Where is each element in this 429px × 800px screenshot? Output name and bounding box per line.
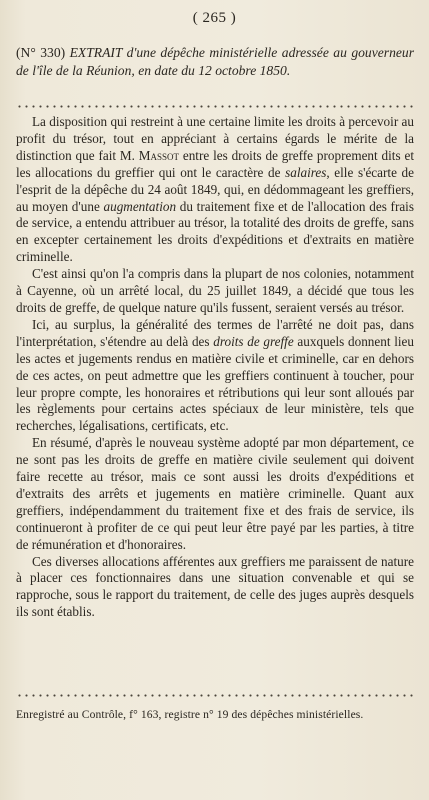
emphasized-text: droits de greffe xyxy=(213,333,294,349)
emphasized-text: salaires xyxy=(285,164,327,180)
dotted-separator-bottom xyxy=(16,694,414,697)
paragraph-text: , elle s'écarte de l'esprit de la dépêche du 24 août 1849, qui, en dédommageant les greffiers, au moyen d'une xyxy=(16,164,414,214)
dotted-separator-top xyxy=(16,105,414,108)
paragraph-text: auxquels donnent lieu les actes et jugements rendus en matière civile et criminelle, car en dehors de ces actes, on peut admettre que les greffiers continuent à toucher, pour leur propre compte, les honoraires et rétributions qui leur sont alloués par les règlements pour certains actes spéciaux de leur ministère, tels que recherches, légalisations, certificats, etc. xyxy=(16,333,415,434)
paragraph-text: Ici, au surplus, la généralité des termes de l'arrêté ne doit pas, dans l'interprétation, s'étendre au delà des xyxy=(16,316,414,349)
body-paragraph xyxy=(16,435,414,553)
body-paragraph xyxy=(16,266,414,317)
emphasized-text: Massot xyxy=(138,147,179,163)
paragraph-text: La disposition qui restreint à une certaine limite les droits à percevoir au profit du trésor, tout en appréciant à certains égards le mérite de la distinction que fait M. xyxy=(16,114,414,163)
paragraph-text: Ces diverses allocations afférentes aux greffiers me paraissent de nature à placer ces fonctionnaires dans une situation convenable et qui se rapproche, sous le rapport du traitement, de celle des juges auprès desquels ils sont établis. xyxy=(16,553,414,620)
document-heading xyxy=(16,44,414,80)
document-title: EXTRAIT d'une dépêche ministérielle adressée au gouverneur de l'île de la Réunion, en date du 12 octobre 1850. xyxy=(16,45,414,78)
paragraph-text: entre les droits de greffe proprement dits et les allocations du greffier qui ont le caractère de xyxy=(16,147,414,180)
body-paragraph xyxy=(16,317,414,435)
document-number: (N° 330) xyxy=(16,45,66,60)
paragraph-text: C'est ainsi qu'on l'a compris dans la plupart de nos colonies, notamment à Cayenne, où un arrêté local, du 25 juillet 1849, a décidé que tous les droits de greffe, de quelque nature qu'ils fussent, seraient versés au trésor. xyxy=(16,266,414,315)
body-paragraph xyxy=(16,114,414,266)
paragraph-text: du traitement fixe et de l'allocation des frais de service, a entendu attribuer au trésor, la totalité des droits de greffe, sans en excepter certainement les droits d'expéditions et d'extraits en matière criminelle. xyxy=(16,198,414,265)
document-body xyxy=(16,114,414,621)
paragraph-text: En résumé, d'après le nouveau système adopté par mon département, ce ne sont pas les droits de greffe en matière civile seulement qui doivent faire recette au trésor, mais ce sont aussi les droits d'expéditions et d'extraits des arrêts et jugements en matière criminelle. Quant aux greffiers, indépendamment du traitement fixe et des frais de service, ils continueront à profiter de ce qui peut leur être payé par les parties, à titre de rémunération et d'honoraires. xyxy=(16,435,414,552)
page-number: ( 265 ) xyxy=(192,10,237,26)
body-paragraph xyxy=(16,554,414,622)
emphasized-text: augmentation xyxy=(103,198,177,214)
registration-note: Enregistré au Contrôle, f° 163, registre n° 19 des dépêches ministérielles. xyxy=(16,708,364,721)
